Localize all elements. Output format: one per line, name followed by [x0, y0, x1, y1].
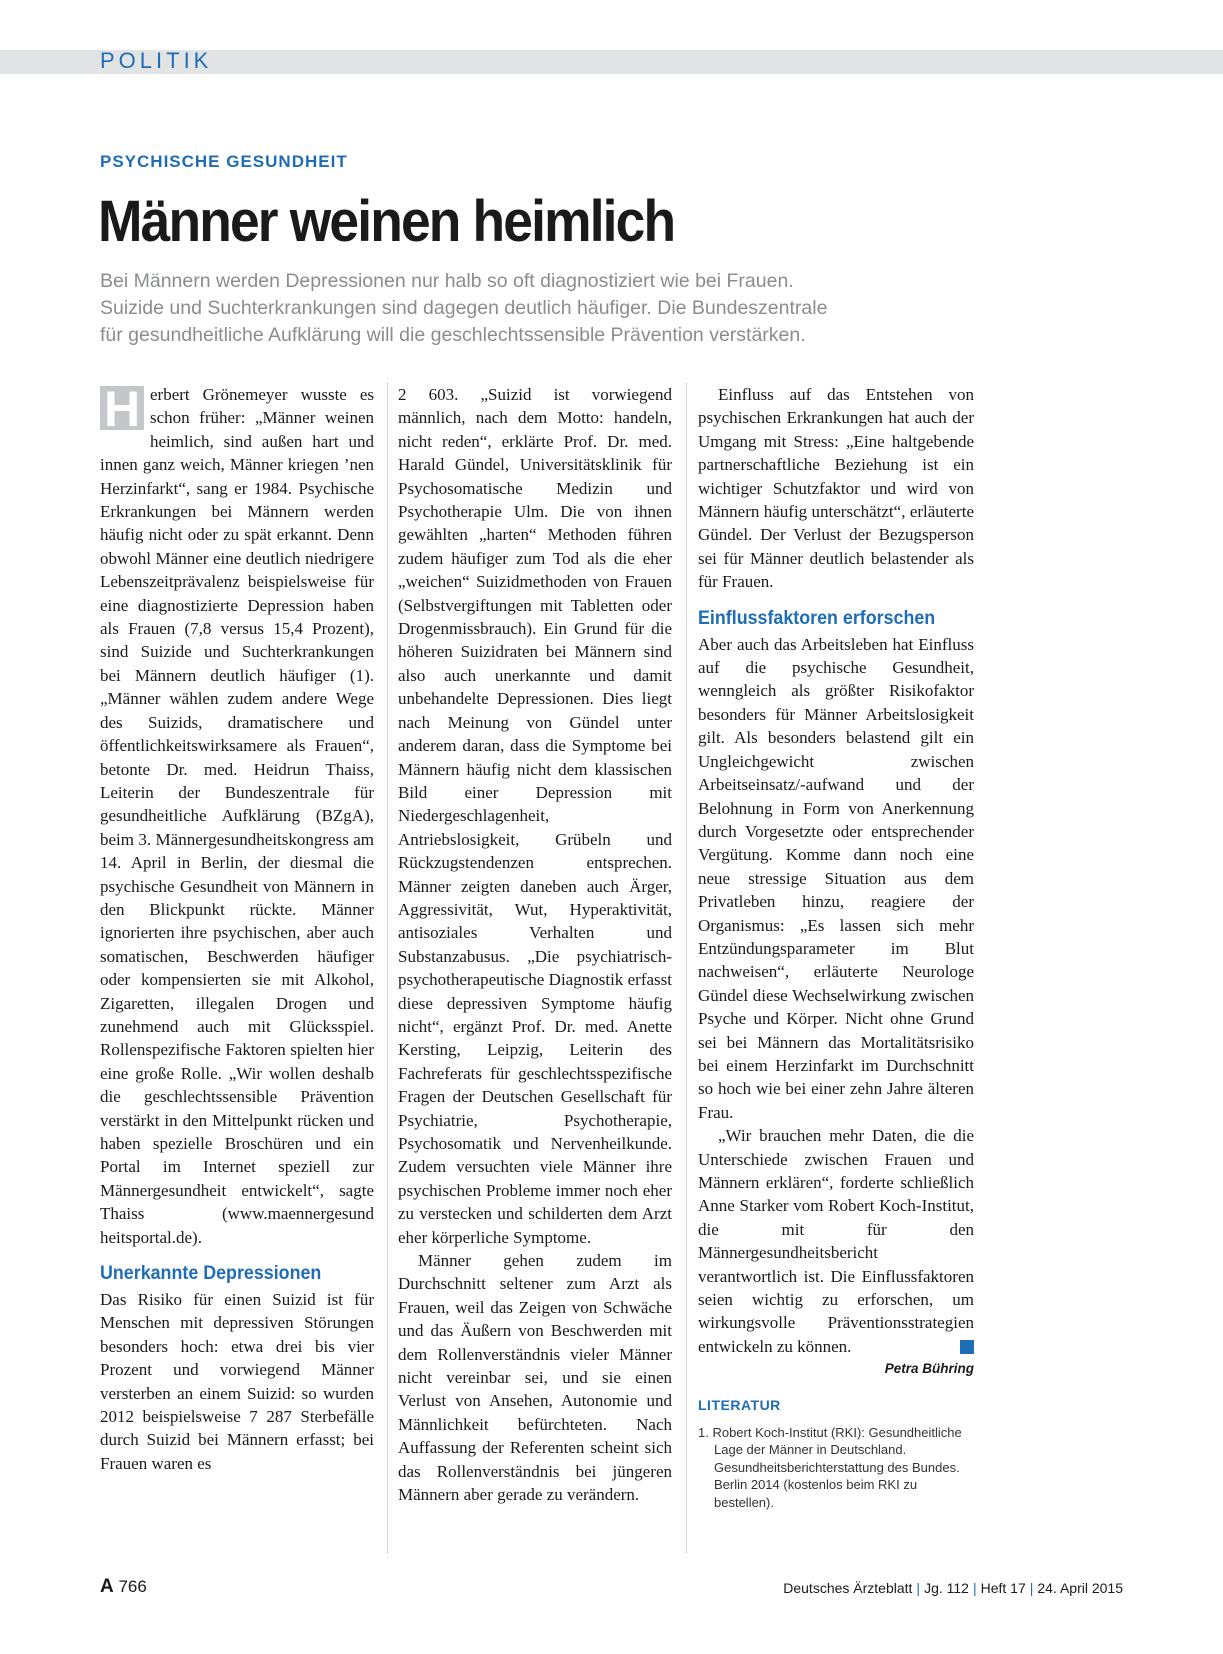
page-number-value: 766	[118, 1577, 147, 1596]
body-paragraph	[100, 383, 374, 1249]
author-byline: Petra Bühring	[884, 1361, 974, 1377]
issue: Heft 17	[980, 1580, 1026, 1596]
article-lead	[100, 268, 980, 349]
column-1	[100, 383, 374, 1475]
separator: |	[916, 1580, 921, 1596]
footer-citation	[783, 1580, 1123, 1596]
column-divider	[387, 383, 388, 1553]
issue-date: 24. April 2015	[1037, 1580, 1123, 1596]
body-paragraph: 2 603. „Suizid ist vorwiegend männlich, nach dem Motto: handeln, nicht reden“, erklärte Prof. Dr. med. Harald Gündel, Universitätsklinik für Psychosomatische Medizin und Psychotherapie Ulm. Die von ihnen gewählten „harten“ Methoden führen zudem häufiger zum Tod als die eher „weichen“ Suizidmethoden von Frauen (Selbstvergiftungen mit Tabletten oder Drogenmissbrauch). Ein Grund für die höheren Suizidraten bei Männern sind also auch unerkannte und damit unbehandelte Depressionen. Dies liegt nach Meinung von Gündel unter anderem daran, dass die Symptome bei Männern häufig nicht dem klassischen Bild einer Depression mit Niedergeschlagenheit, Antriebslosigkeit, Grübeln und Rückzugstendenzen entsprechen. Männer zeigten daneben auch Ärger, Aggressivität, Wut, Hyperaktivität, antisoziales Verhalten und Substanzabusus. „Die psychiatrisch-psychotherapeutische Diagnostik erfasst diese depressiven Symptome häufig nicht“, ergänzt Prof. Dr. med. Anette Kersting, Leipzig, Leiterin des Fachreferats für geschlechtsspezifische Fragen der Deutschen Gesellschaft für Psychiatrie, Psychotherapie, Psychosomatik und Nervenheilkunde. Zudem versuchten viele Männer ihre psychischen Probleme immer noch eher zu verstecken und schilderten dem Arzt eher körperliche Symptome.	[398, 385, 672, 1247]
column-2	[398, 383, 672, 1507]
paragraph-text: erbert Grönemeyer wusste es schon früher: „Männer weinen heimlich, sind außen hart und innen ganz weich, Männer kriegen ’nen Herzinfarkt“, sang er 1984. Psychische Erkrankungen bei Männern werden häufig nicht oder zu spät erkannt. Denn obwohl Männer eine deutlich niedrigere Lebenszeitprävalenz beispielsweise für eine diagnostizierte Depression haben als Frauen (7,8 versus 15,4 Prozent), sind Suizide und Suchterkrankungen bei Männern deutlich häufiger (1). „Männer wählen zudem andere Wege des Suizids, dramatischere und öffentlichkeitswirksamere als Frauen“, betonte Dr. med. Heidrun Thaiss, Leiterin der Bundeszentrale für gesundheitliche Aufklärung (BZgA), beim 3. Männergesundheitskongress am 14. April in Berlin, der diesmal die psychische Gesundheit von Männern in den Blickpunkt rückte. Männer ignorierten ihre psychischen, aber auch somatischen, Beschwerden häufiger oder kompensierten sie mit Alkohol, Zigaretten, illegalen Drogen und zunehmend auch mit Glücksspiel. Rollenspezifische Faktoren spielten hier eine große Rolle. „Wir wollen deshalb die geschlechtssensible Prävention verstärkt in den Mittelpunkt rücken und haben spezielle Broschüren und ein Portal im Internet speziell zur Männergesundheit entwickelt“, sagte Thaiss (www.maennergesund heitsportal.de).	[100, 385, 374, 1247]
article-kicker: PSYCHISCHE GESUNDHEIT	[100, 152, 348, 171]
article-title: Männer weinen heimlich	[98, 189, 675, 254]
lead-line: Bei Männern werden Depressionen nur halb so oft diagnostiziert wie bei Frauen.	[100, 270, 794, 292]
separator: |	[1029, 1580, 1034, 1596]
lead-line: Suizide und Suchterkrankungen sind dagegen deutlich häufiger. Die Bundeszentrale	[100, 297, 828, 319]
separator: |	[972, 1580, 977, 1596]
literature-item: 1. Robert Koch-Institut (RKI): Gesundheitliche Lage der Männer in Deutschland. Gesundheitsberichterstattung des Bundes. Berlin 2014 (kostenlos beim RKI zu bestellen).	[698, 1424, 962, 1510]
section-label: POLITIK	[100, 48, 213, 73]
page-number	[100, 1576, 147, 1598]
volume: Jg. 112	[924, 1580, 969, 1596]
body-paragraph: Aber auch das Arbeitsleben hat Einfluss auf die psychische Gesundheit, wenngleich als größter Risikofaktor besonders für Männer Arbeitslosigkeit gilt. Als besonders belastend gilt ein Ungleichgewicht zwischen Arbeitseinsatz/-aufwand und der Belohnung in Form von Anerkennung durch Vorgesetzte oder entsprechender Vergütung. Komme dann noch eine neue stressige Situation aus dem Privatleben hinzu, reagiere der Organismus: „Es lassen sich mehr Entzündungsparameter im Blut nachweisen“, erläuterte Neurologe Gündel diese Wechselwirkung zwischen Psyche und Körper. Nicht ohne Grund sei bei Männern das Mortalitätsrisiko bei einem Herzinfarkt im Durchschnitt so hoch wie bei einer zehn Jahre älteren Frau.	[698, 634, 974, 1122]
subheading: Einflussfaktoren erforschen	[698, 607, 936, 629]
body-paragraph: Einfluss auf das Entstehen von psychischen Erkrankungen hat auch der Umgang mit Stress: „Eine haltgebende partnerschaftliche Beziehung ist ein wichtiger Schutzfaktor und wird von Männern häufig unterschätzt“, erläuterte Gündel. Der Verlust der Bezugsperson sei für Männer deutlich belastender als für Frauen.	[698, 385, 974, 592]
column-3	[698, 383, 974, 1511]
drop-cap: H	[100, 386, 144, 430]
subheading: Unerkannte Depressionen	[100, 1263, 322, 1285]
lead-line: für gesundheitliche Aufklärung will die geschlechtssensible Prävention verstärken.	[100, 324, 806, 346]
column-divider	[686, 383, 687, 1553]
paragraph-text: „Wir brauchen mehr Daten, die die Unterschiede zwischen Frauen und Männern erklären“, forderte schließlich Anne Starker vom Robert Koch-Institut, die mit für den Männergesundheitsbericht verantwortlich ist. Die Einflussfaktoren seien wichtig zu erforschen, um wirkungsvolle Präventionsstrategien entwickeln zu können.	[698, 1126, 974, 1356]
end-mark-icon	[960, 1340, 974, 1354]
page-prefix: A	[100, 1576, 114, 1597]
body-paragraph	[698, 1124, 974, 1358]
journal-name: Deutsches Ärzteblatt	[783, 1580, 913, 1596]
body-paragraph: Männer gehen zudem im Durchschnitt seltener zum Arzt als Frauen, weil das Zeigen von Schwäche und das Äußern von Beschwerden mit dem Rollenverständnis vieler Männer nicht vereinbar sei, und sie einen Verlust von Ansehen, Autonomie und Männlichkeit befürchteten. Nach Auffassung der Referenten scheint sich das Rollenverständnis bei jüngeren Männern aber gerade zu verändern.	[398, 1251, 672, 1505]
body-paragraph: Das Risiko für einen Suizid ist für Menschen mit depressiven Störungen besonders hoch: etwa drei bis vier Prozent und vorwiegend Männer versterben an einem Suizid: so wurden 2012 beispielsweise 7 287 Sterbefälle durch Suizid bei Männern erfasst; bei Frauen waren es	[100, 1290, 374, 1473]
literature-heading: LITERATUR	[698, 1397, 781, 1414]
